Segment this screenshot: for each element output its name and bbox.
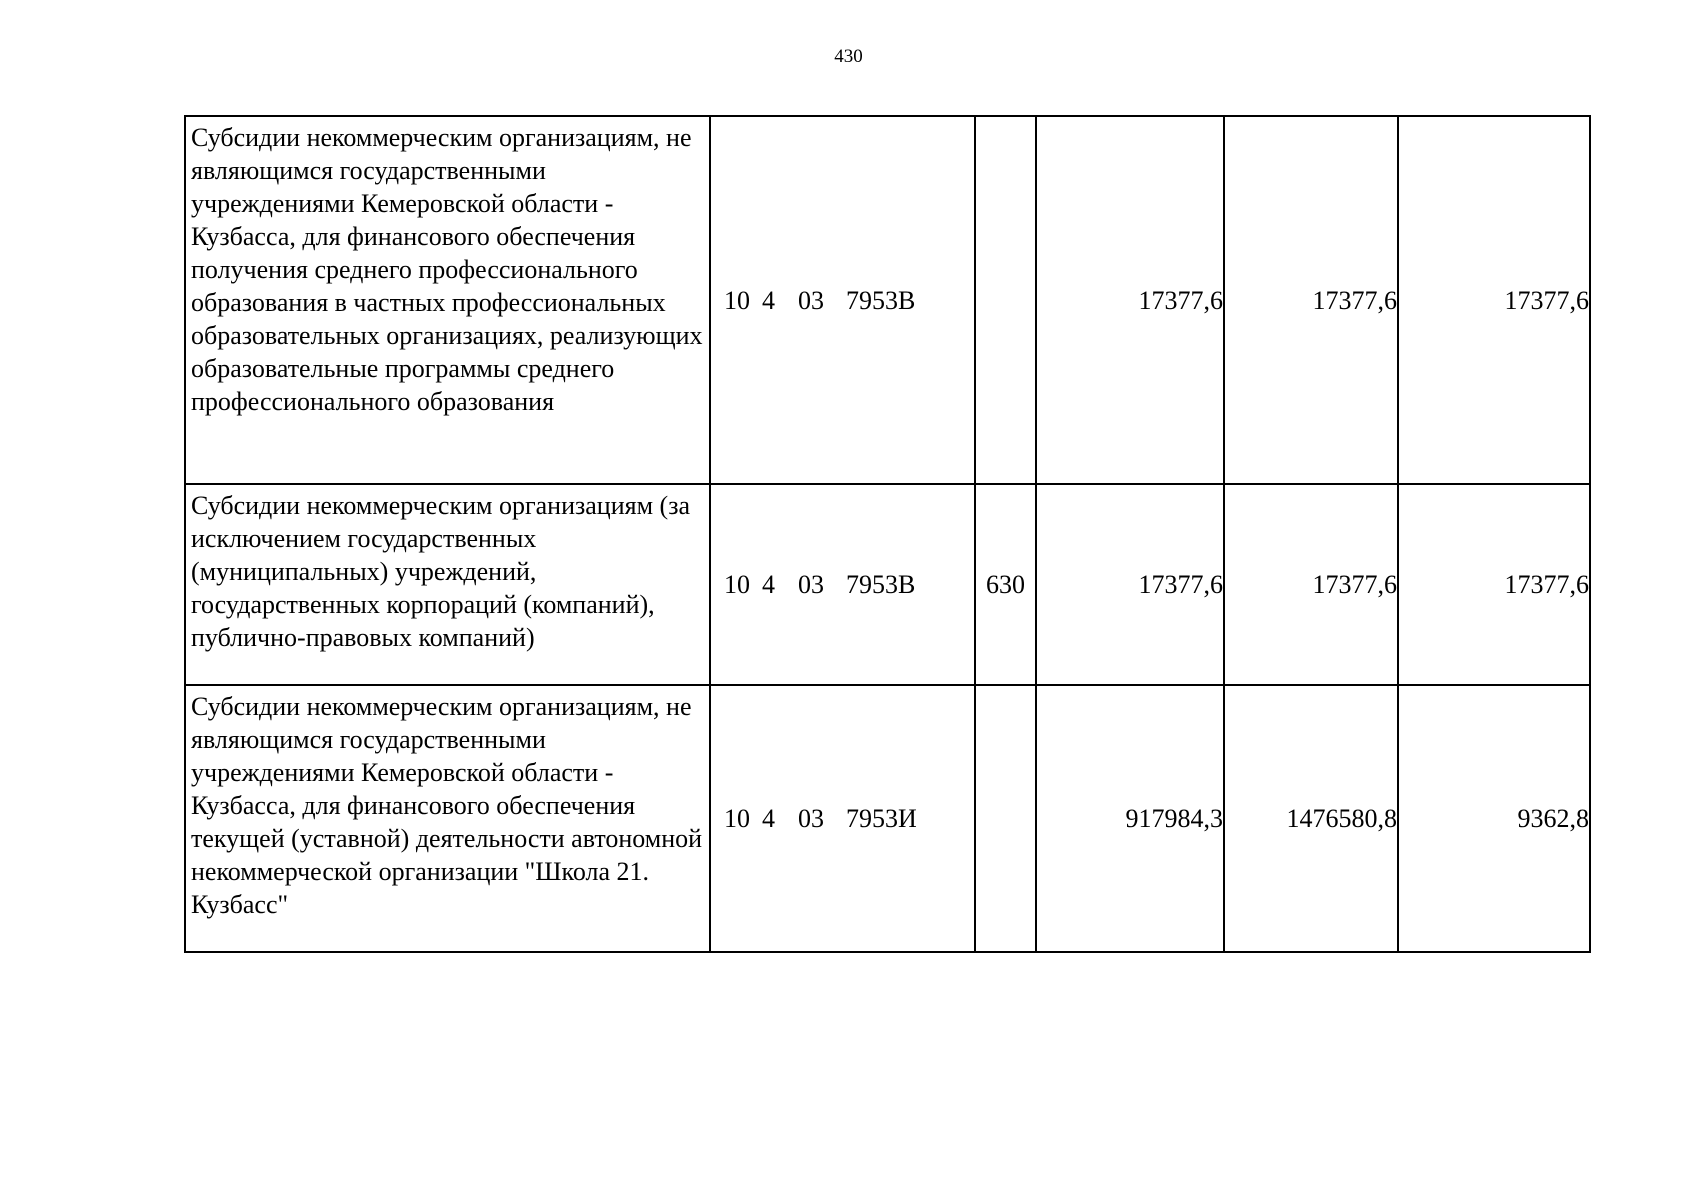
program-code: 4 <box>762 285 775 315</box>
amount-year-3: 17377,6 <box>1398 116 1590 484</box>
expense-type-code: 630 <box>975 484 1036 685</box>
section-code: 10 <box>724 285 750 315</box>
amount-year-2: 17377,6 <box>1224 116 1398 484</box>
budget-table <box>184 115 1591 953</box>
amount-year-1: 17377,6 <box>1036 116 1224 484</box>
amount-year-2: 1476580,8 <box>1224 685 1398 952</box>
budget-codes-cell <box>710 116 975 484</box>
row-description: Субсидии некоммерческим организациям, не являющимся государственными учреждениями Кемеровской области - Кузбасса, для финансового обеспечения текущей (уставной) деятельности автономной некоммерческой организации "Школа 21. Кузбасс" <box>185 685 710 952</box>
subprogram-code: 03 <box>798 285 824 315</box>
item-code: 7953И <box>846 804 917 833</box>
program-code: 4 <box>762 570 775 599</box>
amount-year-2: 17377,6 <box>1224 484 1398 685</box>
budget-codes-cell <box>710 484 975 685</box>
program-code: 4 <box>762 804 775 833</box>
subprogram-code: 03 <box>798 570 824 599</box>
section-code: 10 <box>724 804 750 833</box>
amount-year-1: 917984,3 <box>1036 685 1224 952</box>
row-description: Субсидии некоммерческим организациям (за исключением государственных (муниципальных) учреждений, государственных корпораций (компаний), публично-правовых компаний) <box>185 484 710 685</box>
table-row <box>185 685 1590 952</box>
row-description: Субсидии некоммерческим организациям, не являющимся государственными учреждениями Кемеровской области - Кузбасса, для финансового обеспечения получения среднего профессионального образования в частных профессиональных образовательных организациях, реализующих образовательные программы среднего профессионального образования <box>185 116 710 484</box>
amount-year-1: 17377,6 <box>1036 484 1224 685</box>
item-code: 7953В <box>846 570 916 599</box>
budget-codes-cell <box>710 685 975 952</box>
table-row <box>185 116 1590 484</box>
expense-type-code <box>975 685 1036 952</box>
amount-year-3: 9362,8 <box>1398 685 1590 952</box>
subprogram-code: 03 <box>798 804 824 833</box>
section-code: 10 <box>724 570 750 599</box>
expense-type-code <box>975 116 1036 484</box>
amount-year-3: 17377,6 <box>1398 484 1590 685</box>
page-number: 430 <box>834 46 863 67</box>
item-code: 7953В <box>846 285 916 315</box>
table-row <box>185 484 1590 685</box>
